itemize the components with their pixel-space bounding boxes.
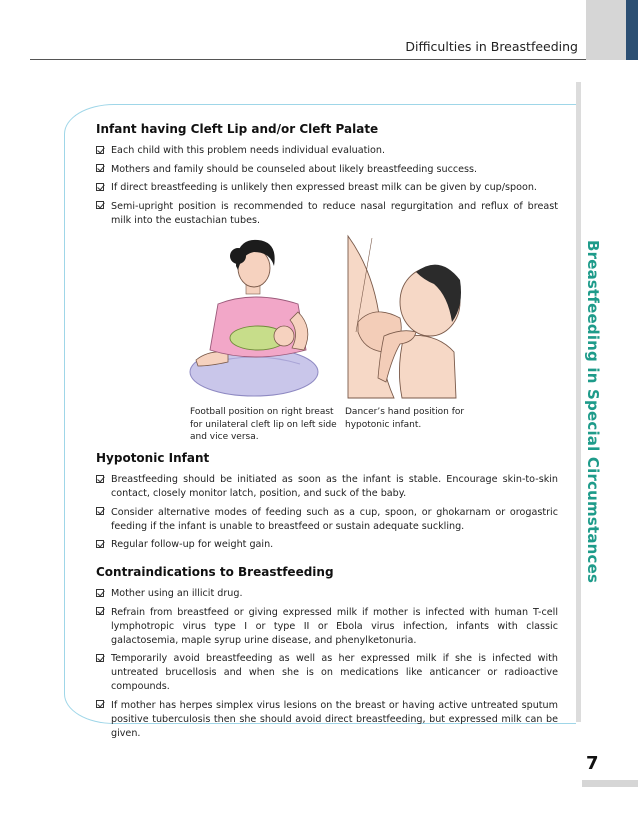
checkbox-icon bbox=[96, 475, 104, 483]
list-item: If direct breastfeeding is unlikely then expressed breast milk can be given by cup/spoon. bbox=[96, 181, 558, 195]
contraindications-list bbox=[96, 587, 558, 745]
checkbox-icon bbox=[96, 607, 104, 615]
checkbox-icon bbox=[96, 700, 104, 708]
footer-gray-bar bbox=[582, 780, 638, 787]
side-chapter-title: Breastfeeding in Special Circumstances bbox=[584, 240, 602, 584]
hypotonic-list bbox=[96, 473, 558, 557]
list-item: Consider alternative modes of feeding such as a cup, spoon, or ghokarnam or orogastric feeding if the infant is unable to breastfeed or sustain adequate suckling. bbox=[96, 506, 558, 534]
header-rule bbox=[30, 59, 586, 60]
list-item: Mothers and family should be counseled about likely breastfeeding success. bbox=[96, 163, 558, 177]
header-accent-bar bbox=[626, 0, 638, 60]
list-item: Regular follow-up for weight gain. bbox=[96, 538, 558, 552]
checkbox-icon bbox=[96, 146, 104, 154]
section-heading-cleft: Infant having Cleft Lip and/or Cleft Palate bbox=[96, 122, 379, 136]
football-hold-illustration bbox=[188, 232, 324, 404]
checkbox-icon bbox=[96, 183, 104, 191]
running-header: Difficulties in Breastfeeding bbox=[405, 39, 578, 54]
checkbox-icon bbox=[96, 589, 104, 597]
header-gray-band bbox=[586, 0, 626, 60]
figure-caption-dancer: Dancer’s hand position for hypotonic infant. bbox=[345, 407, 465, 430]
list-item: Refrain from breastfeed or giving expressed milk if mother is infected with human T-cell lymphotropic virus type I or type II or Ebola virus infection, infants with classic galactosemia, maple syrup urine disease, and phenylketonuria. bbox=[96, 606, 558, 648]
list-item: Semi-upright position is recommended to reduce nasal regurgitation and reflux of breast milk into the eustachian tubes. bbox=[96, 200, 558, 228]
checkbox-icon bbox=[96, 654, 104, 662]
section-heading-hypotonic: Hypotonic Infant bbox=[96, 451, 210, 465]
checkbox-icon bbox=[96, 164, 104, 172]
dancer-hand-illustration bbox=[344, 232, 468, 400]
list-item: Mother using an illicit drug. bbox=[96, 587, 558, 601]
side-strip bbox=[576, 82, 581, 722]
page-number: 7 bbox=[586, 753, 599, 774]
checkbox-icon bbox=[96, 201, 104, 209]
section-heading-contraindications: Contraindications to Breastfeeding bbox=[96, 565, 334, 579]
cleft-list bbox=[96, 144, 558, 232]
checkbox-icon bbox=[96, 507, 104, 515]
list-item: Breastfeeding should be initiated as soon as the infant is stable. Encourage skin-to-skin contact, closely monitor latch, position, and suck of the baby. bbox=[96, 473, 558, 501]
list-item: If mother has herpes simplex virus lesions on the breast or having active untreated sputum positive tuberculosis then she should avoid direct breastfeeding, but expressed milk can be given. bbox=[96, 699, 558, 741]
figure-caption-football: Football position on right breast for unilateral cleft lip on left side and vice versa. bbox=[190, 407, 337, 442]
checkbox-icon bbox=[96, 540, 104, 548]
list-item: Temporarily avoid breastfeeding as well as her expressed milk if she is infected with untreated brucellosis and when she is on medications like anticancer or radioactive compounds. bbox=[96, 652, 558, 694]
list-item: Each child with this problem needs individual evaluation. bbox=[96, 144, 558, 158]
